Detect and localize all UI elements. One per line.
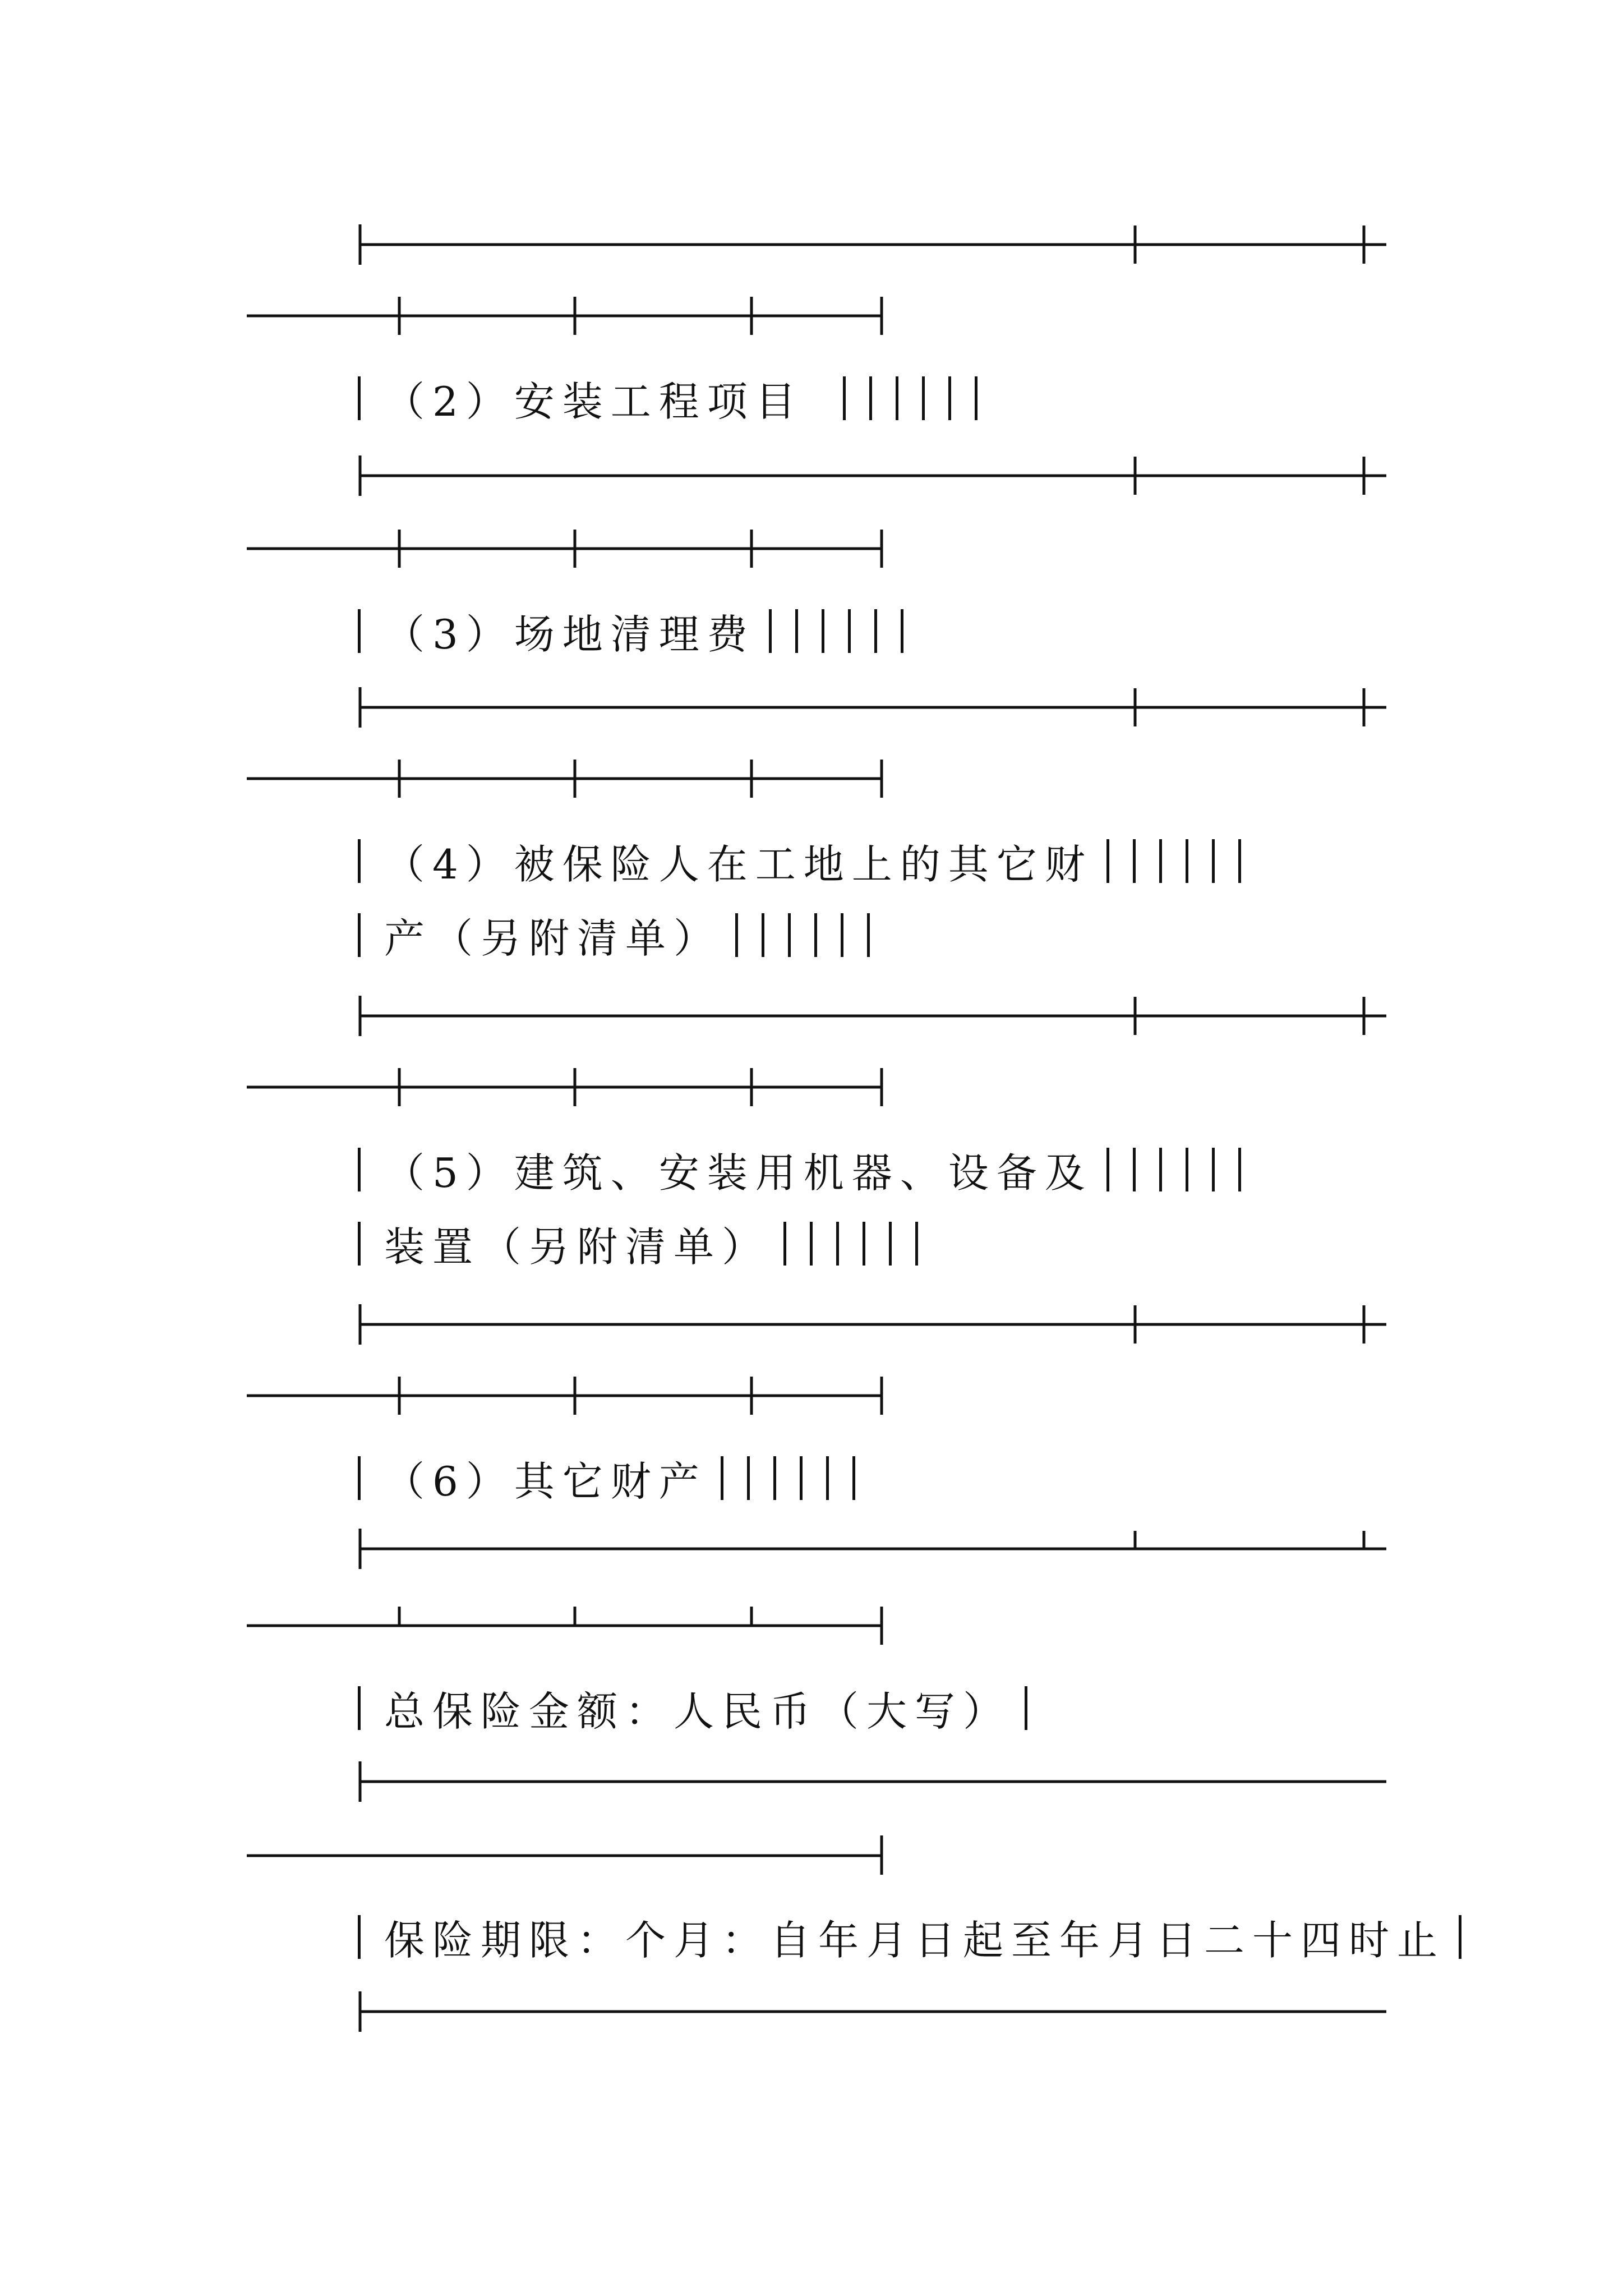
table-row-other-site-property-cont	[353, 904, 890, 966]
table-rule-lower-full	[0, 1834, 1623, 1879]
cell-border	[852, 1456, 855, 1500]
cell-border	[822, 609, 824, 653]
cell-border	[1459, 1915, 1461, 1959]
table-rule-lower-closing	[0, 1604, 1623, 1649]
cell-border	[836, 1222, 839, 1266]
cell-border	[358, 1686, 361, 1730]
cell-border	[783, 1222, 786, 1266]
cell-border	[915, 1222, 918, 1266]
table-rule-lower	[0, 295, 1623, 339]
table-rule-lower	[0, 1374, 1623, 1419]
cell-border	[869, 376, 872, 420]
table-rule-upper	[0, 224, 1623, 269]
cell-border	[358, 1222, 361, 1266]
cell-border	[358, 1915, 361, 1959]
table-row-installation	[353, 367, 998, 429]
cell-border	[975, 376, 978, 420]
table-rule-upper	[0, 996, 1623, 1041]
cell-border	[762, 913, 764, 957]
cell-border	[769, 609, 772, 653]
cell-border	[1133, 839, 1136, 883]
table-rule-upper	[0, 687, 1623, 732]
cell-border	[1106, 839, 1109, 883]
cell-border	[747, 1456, 750, 1500]
cell-border	[1186, 1148, 1188, 1191]
table-rule-upper-full	[0, 1761, 1623, 1806]
cell-border	[358, 1148, 361, 1191]
cell-border	[1212, 1148, 1215, 1191]
cell-border	[814, 913, 817, 957]
cell-border	[922, 376, 925, 420]
table-row-other-property	[353, 1447, 875, 1509]
table-rule-bottom	[0, 1991, 1623, 2036]
cell-border	[948, 376, 951, 420]
table-row-other-site-property	[353, 830, 1261, 892]
cell-border	[901, 609, 903, 653]
cell-border	[1159, 839, 1162, 883]
cell-border	[773, 1456, 776, 1500]
total-insured-amount-row	[353, 1677, 1048, 1739]
cell-border	[867, 913, 870, 957]
table-rule-lower	[0, 1066, 1623, 1111]
cell-border	[810, 1222, 813, 1266]
cell-border	[358, 913, 361, 957]
row-label: 装置（另附清单）	[384, 1223, 771, 1271]
cell-border	[358, 609, 361, 653]
cell-border	[1025, 1686, 1027, 1730]
cell-border	[1212, 839, 1215, 883]
cell-border	[795, 609, 798, 653]
cell-border	[1238, 1148, 1241, 1191]
cell-border	[788, 913, 791, 957]
cell-border	[1159, 1148, 1162, 1191]
cell-border	[848, 609, 851, 653]
cell-border	[1133, 1148, 1136, 1191]
table-rule-lower	[0, 757, 1623, 802]
cell-border	[889, 1222, 892, 1266]
table-rule-upper	[0, 455, 1623, 500]
table-row-machinery-equipment-cont	[353, 1213, 938, 1274]
table-row-site-clearance	[353, 600, 924, 662]
cell-border	[874, 609, 877, 653]
row-label: （5）建筑、安装用机器、设备及	[384, 1149, 1093, 1197]
cell-border	[358, 376, 361, 420]
row-label: （2）安装工程项目	[384, 378, 804, 425]
insurance-period-row	[353, 1906, 1482, 1968]
table-rule-upper	[0, 1304, 1623, 1349]
total-insured-amount-label: 总保险金额：人民币（大写）	[384, 1688, 1012, 1735]
row-label: （3）场地清理费	[384, 611, 755, 658]
cell-border	[841, 913, 843, 957]
insurance-period-label: 保险期限：个月：自年月日起至年月日二十四时止	[384, 1917, 1446, 1964]
cell-border	[800, 1456, 803, 1500]
row-label: 产（另附清单）	[384, 915, 722, 962]
cell-border	[863, 1222, 865, 1266]
cell-border	[721, 1456, 723, 1500]
cell-border	[735, 913, 738, 957]
cell-border	[358, 839, 361, 883]
table-row-machinery-equipment	[353, 1139, 1261, 1200]
table-rule-upper-closing	[0, 1529, 1623, 1573]
cell-border	[896, 376, 898, 420]
table-rule-lower	[0, 527, 1623, 572]
cell-border	[826, 1456, 829, 1500]
cell-border	[1238, 839, 1241, 883]
row-label: （6）其它财产	[384, 1458, 707, 1505]
cell-border	[358, 1456, 361, 1500]
row-label: （4）被保险人在工地上的其它财	[384, 841, 1093, 888]
cell-border	[1106, 1148, 1109, 1191]
cell-border	[1186, 839, 1188, 883]
cell-border	[843, 376, 846, 420]
